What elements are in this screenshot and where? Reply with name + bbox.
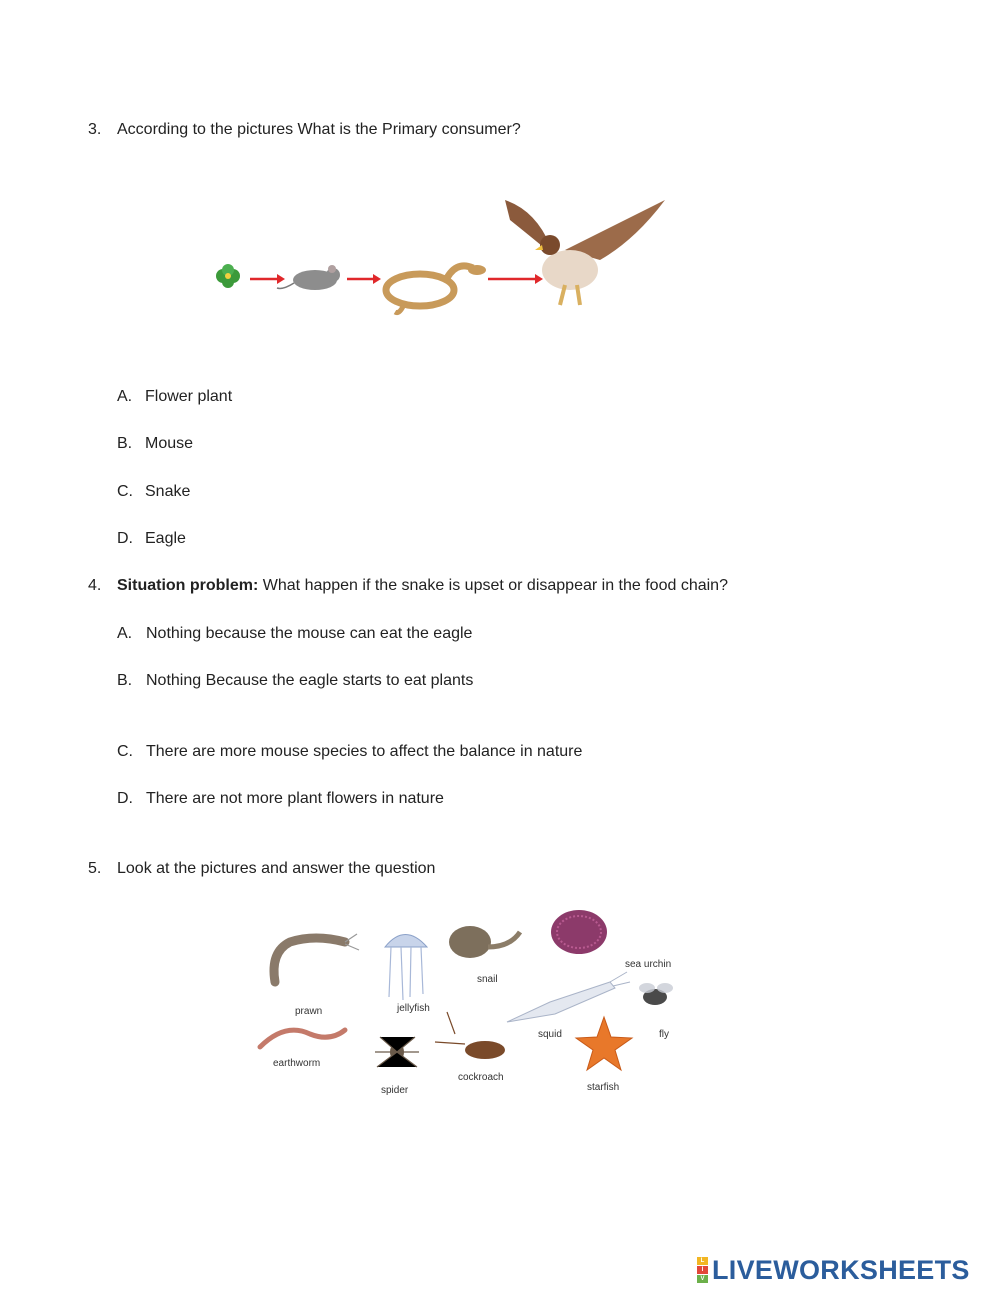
option-letter: A. <box>117 625 133 642</box>
option-letter: B. <box>117 435 133 452</box>
label-jellyfish: jellyfish <box>397 1003 430 1014</box>
q4-option-a[interactable] <box>117 624 472 644</box>
option-letter: C. <box>117 483 133 500</box>
label-spider: spider <box>381 1085 409 1096</box>
label-squid: squid <box>538 1029 562 1040</box>
question-4 <box>88 576 728 596</box>
option-text: Mouse <box>145 435 194 452</box>
question-number: 3. <box>88 121 102 138</box>
question-3 <box>88 120 521 140</box>
logo-block-l: L <box>697 1257 708 1265</box>
q3-option-a[interactable] <box>117 387 232 407</box>
flower-plant-picture <box>216 264 240 288</box>
sea-urchin-picture <box>551 910 607 954</box>
label-prawn: prawn <box>295 1006 323 1017</box>
cockroach-picture <box>435 1012 505 1059</box>
label-fly: fly <box>659 1029 669 1040</box>
label-snail: snail <box>477 974 498 985</box>
option-letter: D. <box>117 790 133 807</box>
q4-option-b[interactable] <box>117 671 473 691</box>
option-text: Nothing because the mouse can eat the eagle <box>146 625 473 642</box>
spider-picture <box>375 1037 419 1067</box>
question-bold-label: Situation problem: <box>117 577 259 594</box>
option-text: Eagle <box>145 530 186 547</box>
starfish-picture <box>576 1017 632 1070</box>
q3-option-d[interactable] <box>117 529 186 549</box>
logo-block-i: I <box>697 1266 708 1274</box>
mouse-picture <box>277 265 340 290</box>
option-text: Nothing Because the eagle starts to eat plants <box>146 672 474 689</box>
q4-option-d[interactable] <box>117 789 444 809</box>
liveworksheets-logo <box>697 1256 970 1284</box>
option-letter: A. <box>117 388 133 405</box>
label-starfish: starfish <box>587 1082 620 1093</box>
snake-picture <box>386 265 486 313</box>
option-letter: D. <box>117 530 133 547</box>
fly-picture <box>639 983 673 1005</box>
jellyfish-picture <box>385 935 427 1001</box>
squid-picture <box>507 972 630 1022</box>
question-number: 4. <box>88 577 102 594</box>
animals-image <box>255 902 695 1102</box>
label-cockroach: cockroach <box>458 1072 504 1083</box>
q4-option-c[interactable] <box>117 742 582 762</box>
food-chain-image <box>205 190 675 320</box>
question-number: 5. <box>88 860 102 877</box>
snail-picture <box>449 926 520 958</box>
logo-text: LIVEWORKSHEETS <box>712 1254 970 1285</box>
earthworm-picture <box>260 1030 345 1047</box>
question-text: According to the pictures What is the Primary consumer? <box>117 121 521 138</box>
eagle-picture <box>505 200 665 305</box>
option-text: Snake <box>145 483 191 500</box>
option-text: There are more mouse species to affect the balance in nature <box>146 743 583 760</box>
question-text: What happen if the snake is upset or disappear in the food chain? <box>258 577 728 594</box>
logo-block-v: V <box>697 1275 708 1283</box>
option-letter: B. <box>117 672 133 689</box>
q3-option-b[interactable] <box>117 434 193 454</box>
prawn-picture <box>274 934 359 982</box>
label-sea-urchin: sea urchin <box>625 959 672 970</box>
option-text: There are not more plant flowers in nature <box>146 790 444 807</box>
logo-mark <box>697 1257 708 1283</box>
option-letter: C. <box>117 743 133 760</box>
option-text: Flower plant <box>145 388 233 405</box>
question-5 <box>88 859 435 879</box>
q3-option-c[interactable] <box>117 482 190 502</box>
label-earthworm: earthworm <box>273 1058 321 1069</box>
question-text: Look at the pictures and answer the question <box>117 860 436 877</box>
